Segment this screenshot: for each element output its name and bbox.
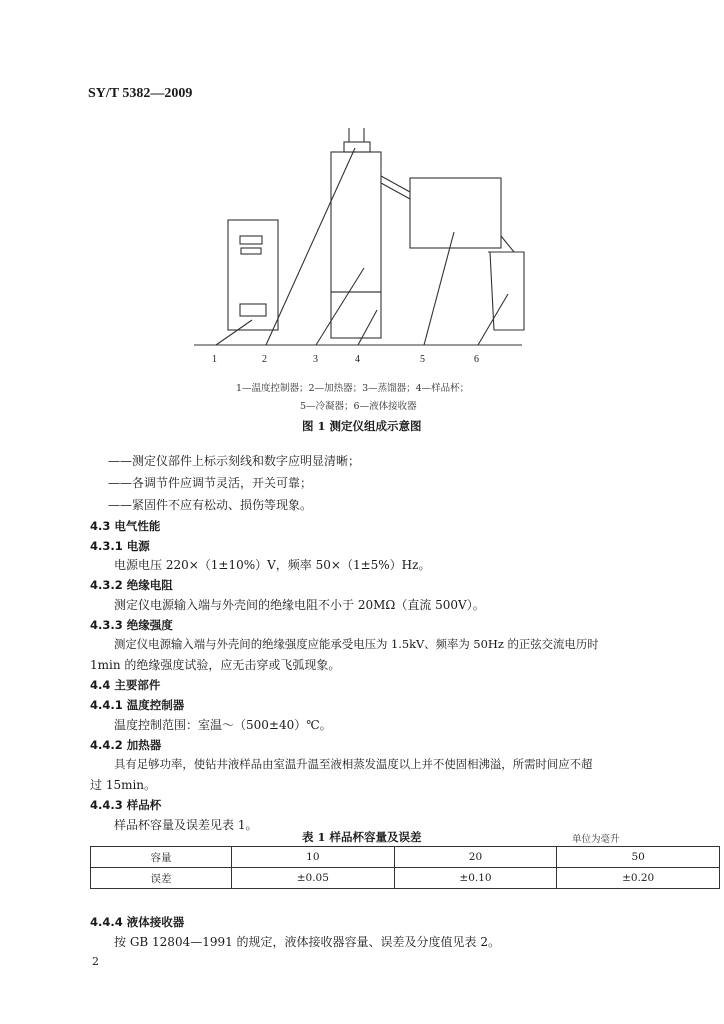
bullet-1: ——测定仪部件上标示刻线和数字应明显清晰；	[108, 454, 361, 468]
condenser	[410, 178, 501, 248]
section-4-4-3-text: 样品杯容量及误差见表 1。	[114, 818, 258, 832]
section-4-4-4-text: 按 GB 12804—1991 的规定，液体接收器容量、误差及分度值见表 2。	[114, 935, 501, 949]
figure-caption-line2: 5—冷凝器；6—液体接收器	[300, 401, 417, 412]
sample-cup	[331, 292, 381, 338]
section-4-3-1: 4.3.1 电源	[90, 539, 150, 553]
table-cell: ±0.05	[232, 868, 395, 889]
table-1-title: 表 1 样品杯容量及误差	[302, 830, 422, 844]
section-4-4-1: 4.4.1 温度控制器	[90, 698, 185, 712]
section-4-4-2-text-2: 过 15min。	[90, 778, 157, 792]
table-cell: ±0.20	[557, 868, 720, 889]
fig-label-3: 3	[313, 354, 318, 365]
controller-switch	[240, 304, 266, 316]
fig-label-2: 2	[262, 354, 267, 365]
fig-label-5: 5	[420, 354, 425, 365]
apparatus-diagram	[0, 0, 724, 380]
section-4-3-2: 4.3.2 绝缘电阻	[90, 578, 173, 592]
fig-label-1: 1	[212, 354, 217, 365]
table-1	[90, 846, 720, 889]
heater-cap	[344, 142, 370, 152]
section-4-4-3: 4.4.3 样品杯	[90, 798, 162, 812]
page-number: 2	[92, 955, 99, 968]
figure-title: 图 1 测定仪组成示意图	[302, 419, 422, 433]
fig-label-6: 6	[474, 354, 479, 365]
table-cell: 10	[232, 847, 395, 868]
section-4-4-2-text-1: 具有足够功率，使钻井液样品由室温升温至液相蒸发温度以上并不使固相沸溢，所需时间应不超	[114, 757, 593, 771]
document-header: SY/T 5382—2009	[88, 86, 193, 101]
distiller	[331, 152, 381, 292]
table-cell: 50	[557, 847, 720, 868]
table-cell: 容量	[91, 847, 232, 868]
section-4-4-4: 4.4.4 液体接收器	[90, 915, 185, 929]
table-1-unit: 单位为毫升	[572, 834, 620, 845]
bullet-3: ——紧固件不应有松动、损伤等现象。	[108, 498, 313, 512]
controller-buttons	[241, 248, 261, 254]
bullet-2: ——各调节件应调节灵活，开关可靠；	[108, 476, 313, 490]
table-row	[91, 868, 720, 889]
table-cell: 误差	[91, 868, 232, 889]
section-4-3-3-text-2: 1min 的绝缘强度试验，应无击穿或飞弧现象。	[90, 658, 341, 672]
table-row	[91, 847, 720, 868]
controller-display	[240, 236, 262, 244]
section-4-4: 4.4 主要部件	[90, 678, 161, 692]
fig-label-4: 4	[355, 354, 360, 365]
section-4-4-2: 4.4.2 加热器	[90, 738, 162, 752]
section-4-3-3: 4.3.3 绝缘强度	[90, 618, 173, 632]
figure-caption-line1: 1—温度控制器；2—加热器；3—蒸馏器；4—样品杯；	[236, 383, 470, 394]
section-4-3: 4.3 电气性能	[90, 519, 161, 533]
section-4-3-2-text: 测定仪电源输入端与外壳间的绝缘电阻不小于 20MΩ（直流 500V）。	[114, 598, 485, 612]
section-4-3-1-text: 电源电压 220×（1±10%）V，频率 50×（1±5%）Hz。	[114, 558, 431, 572]
table-cell: ±0.10	[394, 868, 557, 889]
section-4-3-3-text-1: 测定仪电源输入端与外壳间的绝缘强度应能承受电压为 1.5kV、频率为 50Hz 的正弦交流电历时	[114, 637, 599, 651]
table-cell: 20	[394, 847, 557, 868]
section-4-4-1-text: 温度控制范围：室温～（500±40）℃。	[114, 718, 332, 732]
